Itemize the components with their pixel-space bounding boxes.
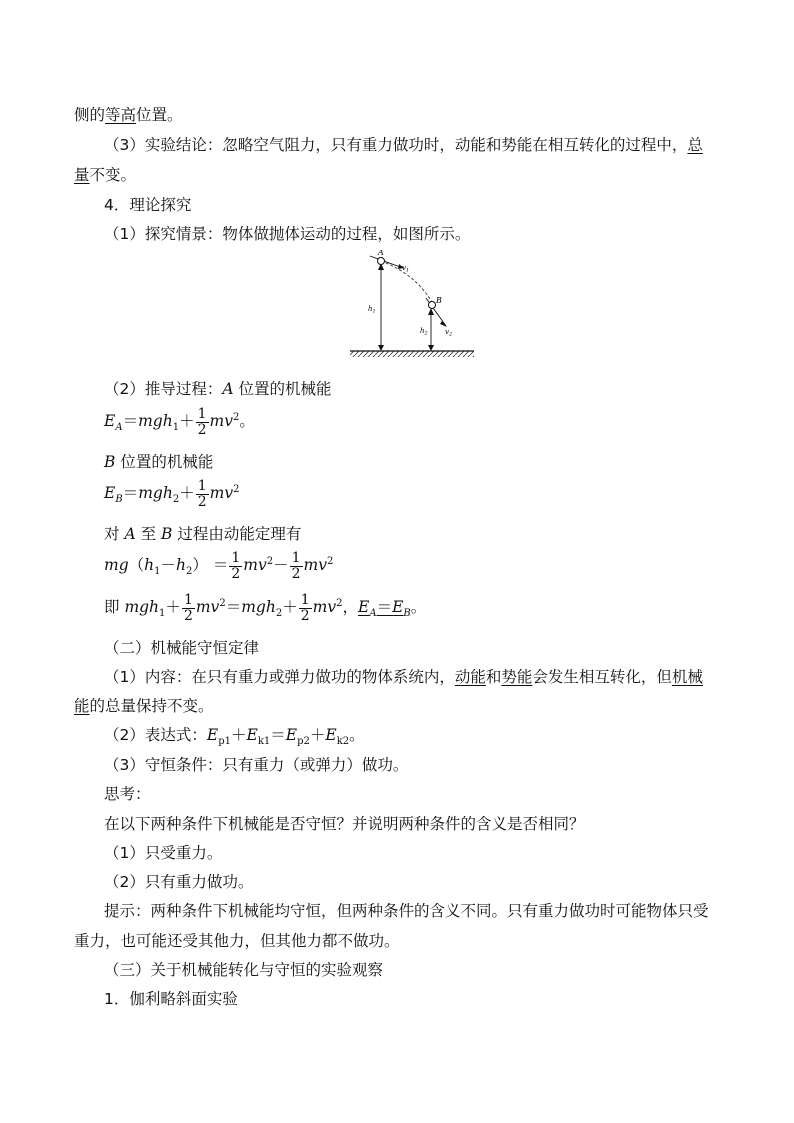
ball-a-icon (378, 258, 385, 265)
underlined-term: 等高 (105, 106, 137, 124)
text: （2）推导过程： (104, 380, 223, 398)
math-var: A (222, 380, 234, 398)
fraction-half: $\frac{1}{2}$ (183, 591, 193, 624)
equation-kinetic-theorem: $mg(h_1-h_2)$ ＝ $\frac{1}{2}$ $mv^2-$ $\frac{1}{2}$ $mv^2$ (104, 549, 334, 582)
text-line: （1）探究情景：物体做抛体运动的过程，如图所示。 (104, 225, 471, 243)
label-a: A (378, 250, 384, 257)
text: （3）实验结论：忽略空气阻力，只有重力做功时，动能和势能在相互转化的过程中， (104, 136, 688, 154)
text-line (104, 379, 332, 399)
text-line: 思考： (104, 785, 151, 803)
fraction-half: $\frac{1}{2}$ (197, 477, 207, 510)
underlined-term: 动能 (454, 668, 486, 686)
math-var: B (104, 453, 116, 471)
underlined-term: 势能 (501, 668, 533, 686)
text-line: （1）只受重力。 (104, 844, 223, 862)
text-line: 提示：两种条件下机械能均守恒，但两种条件的含义不同。只有重力做功时可能物体只受 (104, 902, 709, 920)
text: 位置的机械能 (115, 453, 214, 471)
section-heading: 1．伽利略斜面实验 (104, 990, 238, 1008)
underlined-term: 总 (687, 136, 703, 154)
ground-icon (350, 351, 474, 357)
text-line (104, 452, 213, 472)
text-line: （2）表达式：$E_{p1}+E_{k1}=E_{p2}+E_{k2}$。 (104, 726, 365, 748)
equation-ea: $E_A=mgh_1+$ $\frac{1}{2}$ $mv^2$。 (104, 405, 255, 438)
equation-eb: $E_B=mgh_2+$ $\frac{1}{2}$ $mv^2$ (104, 477, 240, 510)
text-line: （3）守恒条件：只有重力（或弹力）做功。 (104, 756, 409, 774)
text-line: 能的总量保持不变。 (74, 697, 214, 715)
label-v2: $v_2$ (445, 328, 453, 338)
text-line (74, 105, 183, 125)
equation-conservation: 即 mgh$_1$＋ $\frac{1}{2}$ $mv^2=mgh_2+$ $\frac{1}{2}$ $mv^2$，$E_A=E_B$。 (104, 591, 427, 624)
section-heading: （三）关于机械能转化与守恒的实验观察 (104, 961, 384, 979)
text-line (74, 165, 136, 185)
text-line: 在以下两种条件下机械能是否守恒？并说明两种条件的含义是否相同？ (104, 815, 585, 833)
fraction-half: $\frac{1}{2}$ (231, 549, 241, 582)
text: 侧的 (74, 106, 106, 124)
projectile-figure (340, 250, 480, 362)
text-line: （2）只有重力做功。 (104, 873, 254, 891)
underlined-term: 能 (74, 697, 90, 715)
ball-b-icon (429, 302, 436, 309)
h2-arrow (428, 308, 434, 351)
text: 不变。 (89, 166, 137, 184)
section-heading: 4．理论探究 (104, 196, 192, 214)
text-line: 对 A 至 B 过程由动能定理有 (104, 525, 302, 543)
text: 位置。 (136, 106, 183, 124)
text-line (104, 135, 703, 155)
underlined-term: 量 (74, 166, 90, 184)
section-heading: （二）机械能守恒定律 (104, 639, 260, 657)
h1-arrow (378, 263, 384, 351)
label-v1: $v_1$ (402, 264, 410, 274)
fraction-half: $\frac{1}{2}$ (300, 591, 310, 624)
fraction-half: $\frac{1}{2}$ (197, 405, 207, 438)
text-line: 重力，也可能还受其他力，但其他力都不做功。 (74, 932, 400, 950)
label-b: B (436, 296, 442, 305)
text-line: （1）内容：在只有重力或弹力做功的物体系统内，动能和势能会发生相互转化，但机械 (104, 668, 703, 686)
fraction-half: $\frac{1}{2}$ (291, 549, 301, 582)
label-h2: $h_2$ (420, 327, 428, 337)
v1-velocity-arrow (370, 256, 403, 268)
underlined-term: 机械 (671, 668, 703, 686)
label-h1: $h_1$ (368, 305, 376, 315)
text: 位置的机械能 (233, 380, 332, 398)
